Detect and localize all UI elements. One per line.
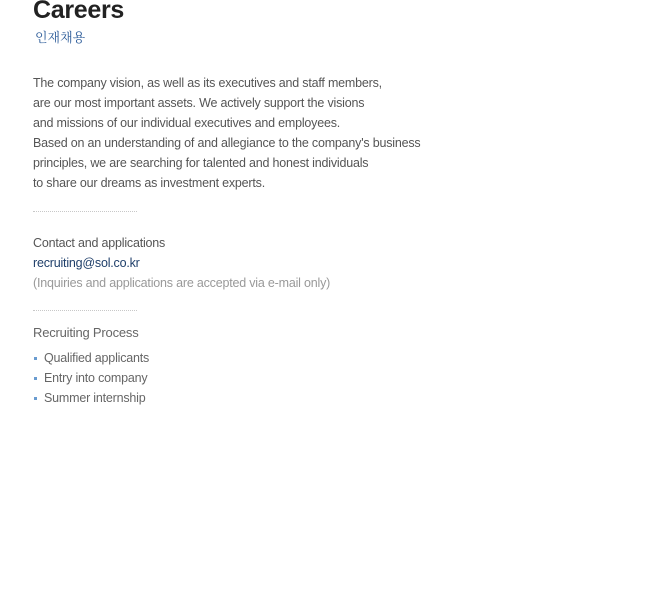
page-subtitle: 인재채용 [35,31,86,46]
section-divider [33,211,137,212]
process-item-summer-internship[interactable] [33,388,149,408]
contact-section [33,233,330,293]
process-item-label: Entry into company [44,371,148,385]
section-divider [33,310,137,311]
process-item-entry-into-company[interactable] [33,368,149,388]
process-item-label: Summer internship [44,391,146,405]
intro-line: The company vision, as well as its executives and staff members, [33,76,382,90]
recruiting-process-section [33,323,149,408]
bullet-icon [34,397,37,400]
contact-heading: Contact and applications [33,236,166,250]
intro-line: and missions of our individual executives and employees. [33,116,341,130]
contact-email-link[interactable]: recruiting@sol.co.kr [33,256,140,270]
page-title: Careers [33,0,125,24]
process-heading: Recruiting Process [33,325,139,340]
intro-line: principles, we are searching for talented and honest individuals [33,156,369,170]
process-item-label: Qualified applicants [44,351,150,365]
intro-paragraph [33,73,473,193]
intro-line: Based on an understanding of and allegiance to the company's business [33,136,421,150]
intro-line: are our most important assets. We actively support the visions [33,96,365,110]
process-list [33,348,149,408]
bullet-icon [34,357,37,360]
bullet-icon [34,377,37,380]
contact-note: (Inquiries and applications are accepted via e-mail only) [33,276,331,290]
intro-line: to share our dreams as investment experts. [33,176,265,190]
process-item-qualified-applicants[interactable] [33,348,149,368]
